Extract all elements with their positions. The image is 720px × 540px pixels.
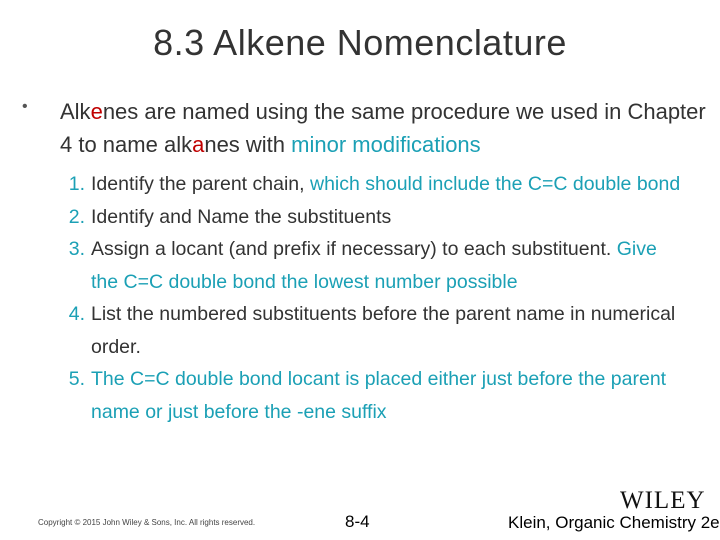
step-text-highlight: The C=C double bond locant is placed either just before the parent name or just before the -ene suffix	[91, 368, 667, 423]
step-text: Assign a locant (and prefix if necessary) to each substituent.	[91, 238, 617, 260]
book-credit: Klein, Organic Chemistry 2e	[508, 513, 720, 532]
copyright-notice: Copyright © 2015 John Wiley & Sons, Inc. All rights reserved.	[38, 518, 256, 527]
step-number: 3.	[68, 238, 85, 260]
step-text-highlight: which should include the C=C double bond	[309, 173, 681, 195]
step-text: List the numbered substituents before the parent name in numerical order.	[91, 303, 676, 358]
step-number: 4.	[68, 303, 85, 325]
step-text: Identify and Name the substituents	[91, 205, 392, 228]
step-text: Identify the parent chain,	[91, 173, 310, 195]
step-number: 2.	[68, 205, 85, 228]
step-number: 5.	[68, 368, 85, 390]
intro-highlight-a: a	[192, 132, 205, 157]
intro-part: nes are named using the same procedure we used in Chapter 4 to name alk	[60, 99, 706, 157]
steps-list	[45, 168, 685, 428]
step-text-highlight: Give the C=C double bond the lowest number possible	[91, 238, 657, 293]
publisher-logo: WILEY	[620, 487, 706, 514]
intro-highlight-e: e	[90, 99, 103, 124]
bullet-marker: •	[22, 98, 28, 115]
slide-title: 8.3 Alkene Nomenclature	[153, 22, 567, 63]
list-item	[45, 201, 685, 234]
intro-text	[60, 95, 710, 161]
intro-highlight-modifications: minor modifications	[291, 132, 481, 157]
page-number: 8-4	[345, 512, 370, 531]
list-item	[45, 168, 685, 201]
list-item	[45, 233, 685, 298]
intro-part: nes with	[204, 132, 292, 157]
list-item	[45, 298, 685, 363]
intro-part: Alk	[60, 99, 91, 124]
list-item	[45, 363, 685, 428]
step-number: 1.	[68, 173, 85, 195]
